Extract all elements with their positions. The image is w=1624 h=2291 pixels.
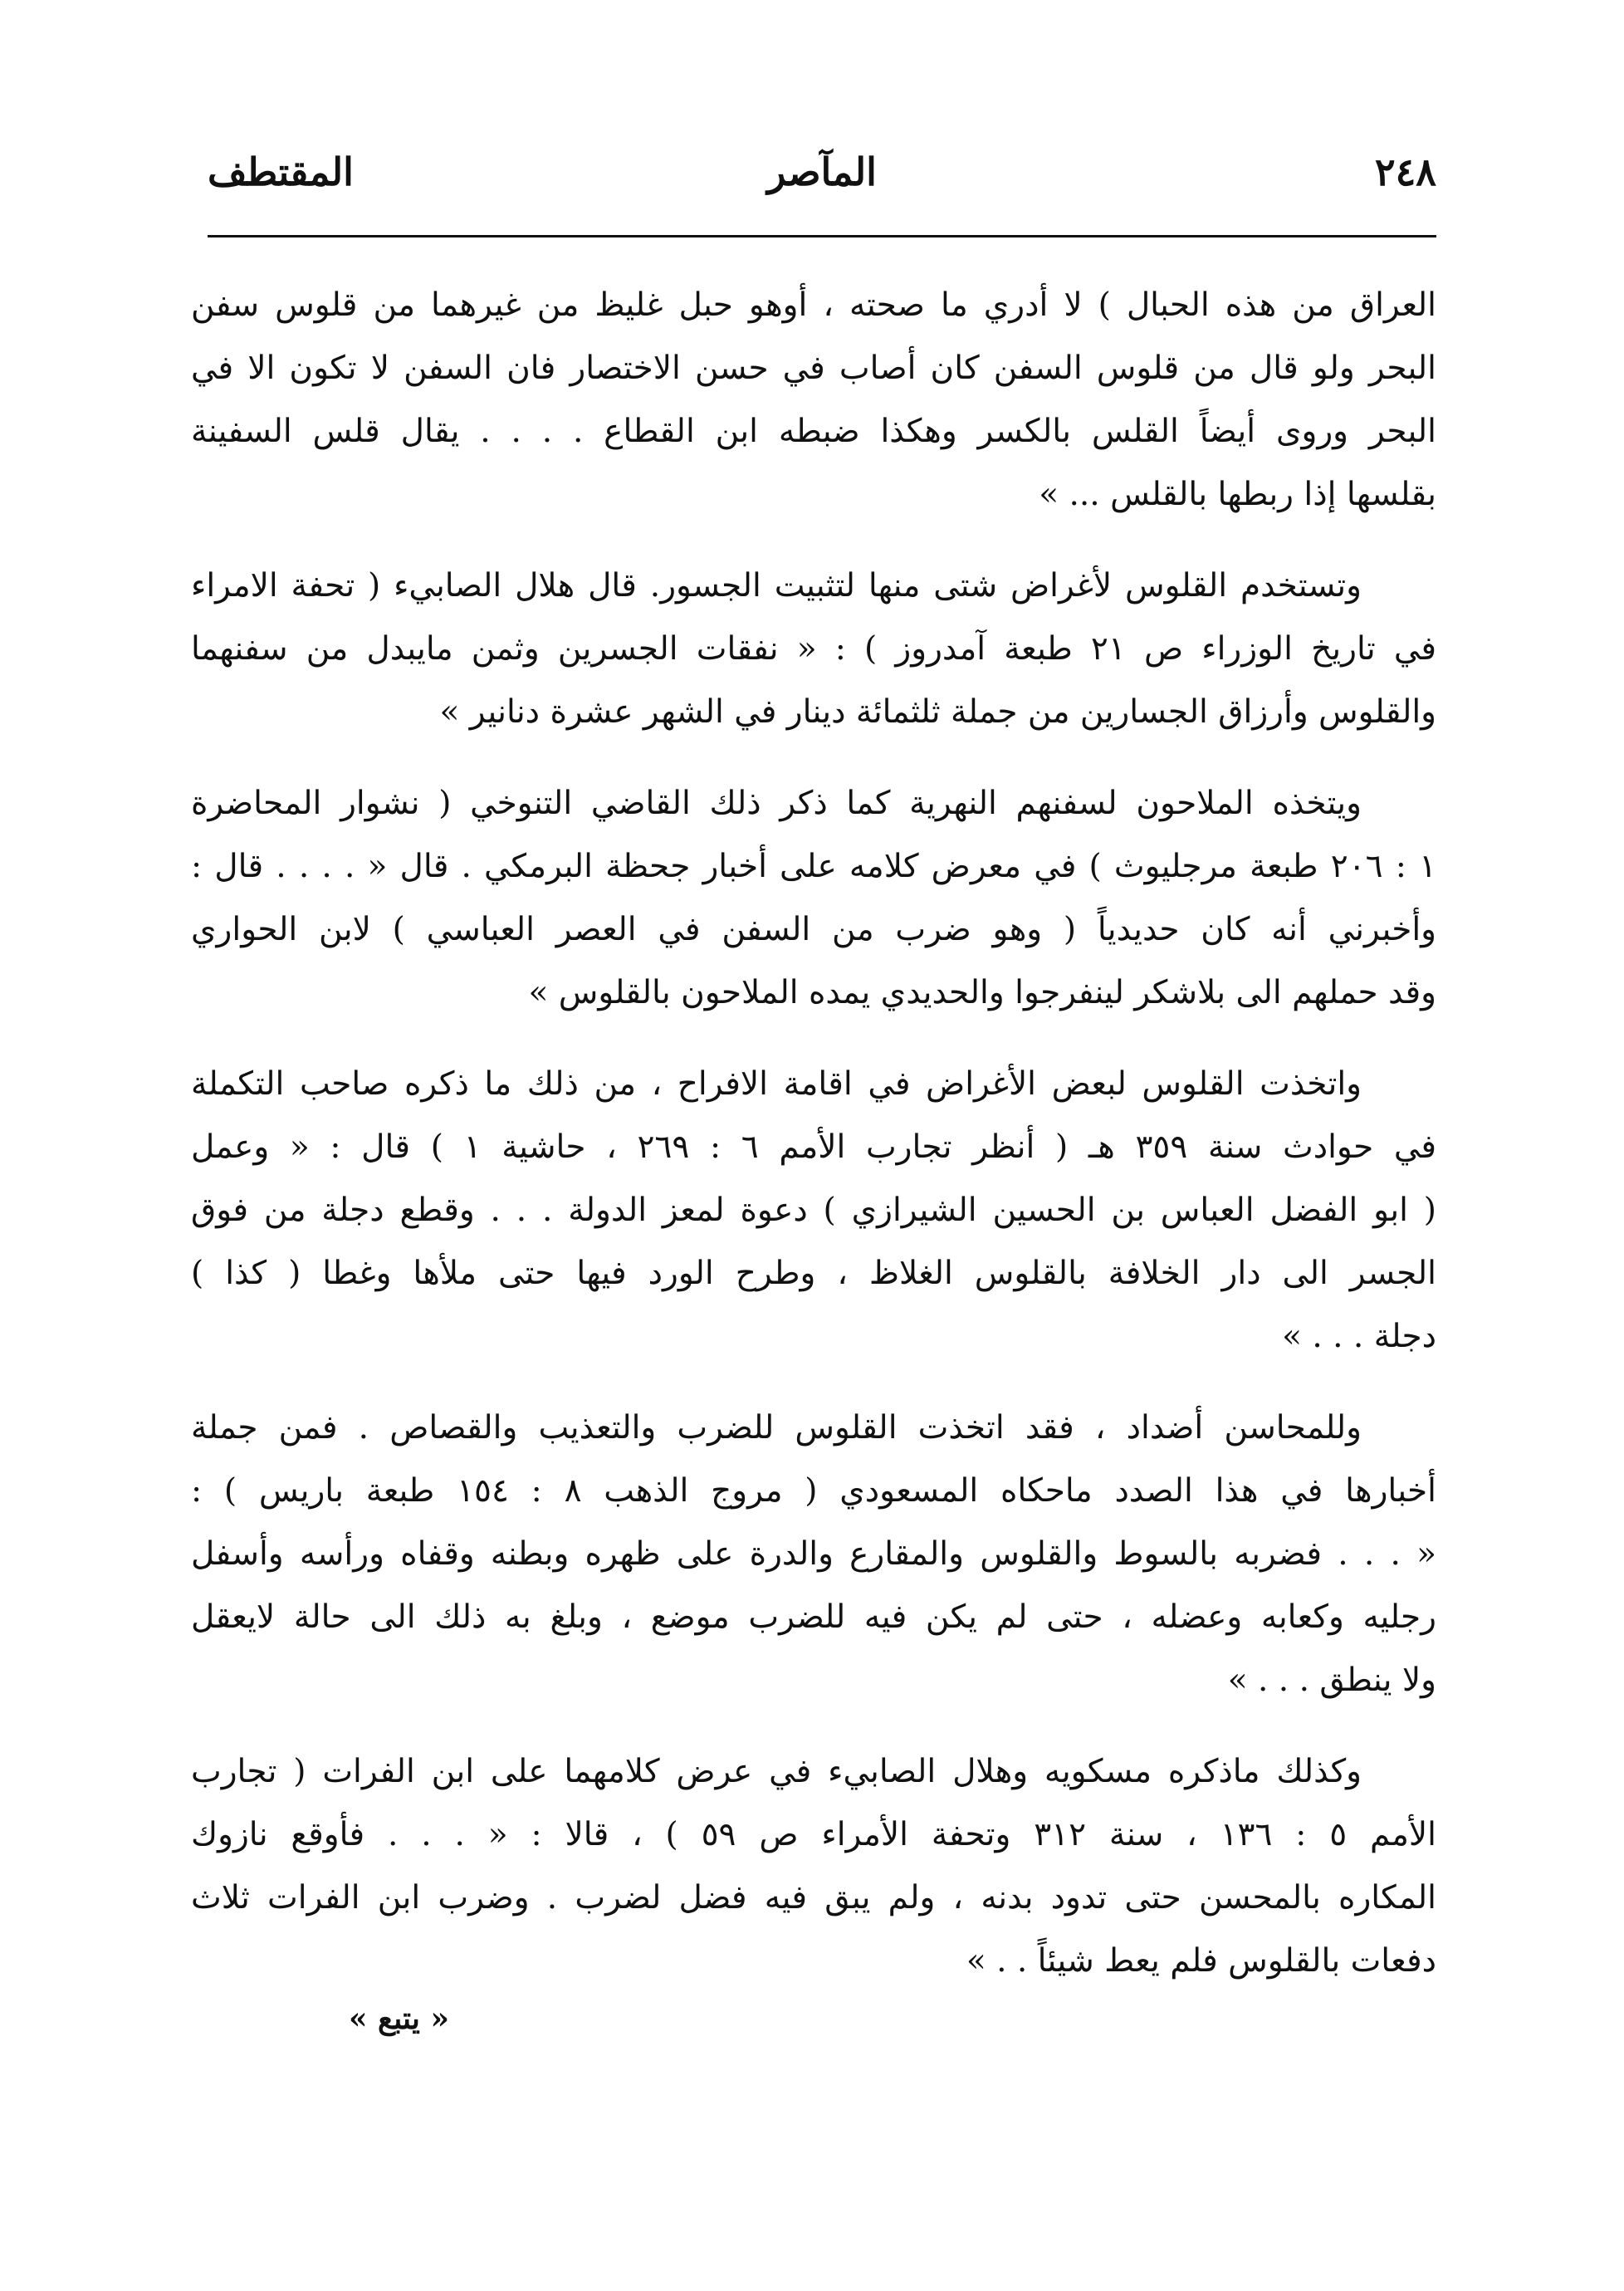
text-line: وللمحاسن أضداد ، فقد اتخذت القلوس للضرب والتعذيب والقصاص . فمن جملة [191, 1409, 1362, 1447]
text-line: وتستخدم القلوس لأغراض شتى منها لتثبيت الجسور. قال هلال الصابيء ( تحفة الامراء [191, 567, 1362, 605]
text-line: دجلة . . . » [1282, 1318, 1436, 1355]
paragraph-2 [191, 555, 1436, 744]
text-line: في تاريخ الوزراء ص ٢١ طبعة آمدروز ) : « نفقات الجسرين وثمن مايبدل من سفنهما [191, 630, 1436, 668]
paragraph-5 [191, 1397, 1436, 1712]
text-line: ١ : ٢٠٦ طبعة مرجليوث ) في معرض كلامه على أخبار جحظة البرمكي . قال « . . . . قال : [191, 848, 1436, 885]
text-line: بقلسها إذا ربطها بالقلس ... » [1039, 476, 1436, 513]
text-line: رجليه وكعابه وعضله ، حتى لم يكن فيه للضرب موضع ، وبلغ به ذلك الى حالة لايعقل [191, 1598, 1436, 1636]
page-header [208, 141, 1436, 216]
paragraph-3 [191, 772, 1436, 1025]
paragraph-6 [191, 1740, 1436, 1993]
text-line: ويتخذه الملاحون لسفنهم النهرية كما ذكر ذلك القاضي التنوخي ( نشوار المحاضرة [191, 785, 1362, 822]
text-line: واتخذت القلوس لبعض الأغراض في اقامة الافراح ، من ذلك ما ذكره صاحب التكملة [191, 1065, 1362, 1103]
article-body [191, 274, 1436, 2021]
paragraph-1 [191, 274, 1436, 526]
text-line: البحر ولو قال من قلوس السفن كان أصاب في حسن الاختصار فان السفن لا تكون الا في [191, 350, 1436, 387]
continued-note: « يتبع » [349, 2001, 449, 2036]
text-line: ولا ينطق . . . » [1227, 1662, 1436, 1699]
text-line: المكاره بالمحسن حتى تدود بدنه ، ولم يبق فيه فضل لضرب . وضرب ابن الفرات ثلاث [191, 1879, 1436, 1917]
text-line: ( ابو الفضل العباس بن الحسين الشيرازي ) دعوة لمعز الدولة . . . وقطع دجلة من فوق [191, 1192, 1436, 1229]
text-line: الجسر الى دار الخلافة بالقلوس الغلاظ ، وطرح الورد فيها حتى ملأها وغطا ( كذا ) [191, 1255, 1436, 1292]
text-line: وأخبرني أنه كان حديدياً ( وهو ضرب من السفن في العصر العباسي ) لابن الحواري [191, 911, 1436, 948]
text-line: أخبارها في هذا الصدد ماحكاه المسعودي ( مروج الذهب ٨ : ١٥٤ طبعة باريس ) : [191, 1472, 1436, 1510]
text-line: « . . . فضربه بالسوط والقلوس والمقارع والدرة على ظهره وبطنه وقفاه ورأسه وأسفل [191, 1535, 1436, 1573]
text-line: وكذلك ماذكره مسكويه وهلال الصابيء في عرض كلامهما على ابن الفرات ( تجارب [191, 1753, 1362, 1790]
text-line: في حوادث سنة ٣٥٩ هـ ( أنظر تجارب الأمم ٦ : ٢٦٩ ، حاشية ١ ) قال : « وعمل [191, 1128, 1436, 1166]
page-number: ٢٤٨ [1374, 149, 1436, 194]
journal-name: المقتطف [208, 149, 354, 194]
text-line: البحر وروى أيضاً القلس بالكسر وهكذا ضبطه ابن القطاع . . . . يقال قلس السفينة [191, 413, 1436, 450]
header-rule [208, 235, 1436, 237]
running-title: المآصر [767, 149, 877, 194]
text-line: دفعات بالقلوس فلم يعط شيئاً . . » [966, 1942, 1436, 1980]
text-line: العراق من هذه الحبال ) لا أدري ما صحته ، أوهو حبل غليظ من غيرهما من قلوس سفن [191, 286, 1436, 324]
text-line: والقلوس وأرزاق الجسارين من جملة ثلثمائة دينار في الشهر عشرة دنانير » [439, 693, 1436, 731]
text-line: الأمم ٥ : ١٣٦ ، سنة ٣١٢ وتحفة الأمراء ص ٥٩ ) ، قالا : « . . . فأوقع نازوك [191, 1816, 1436, 1853]
paragraph-4 [191, 1053, 1436, 1368]
text-line: وقد حملهم الى بلاشكر لينفرجوا والحديدي يمده الملاحون بالقلوس » [528, 974, 1436, 1011]
